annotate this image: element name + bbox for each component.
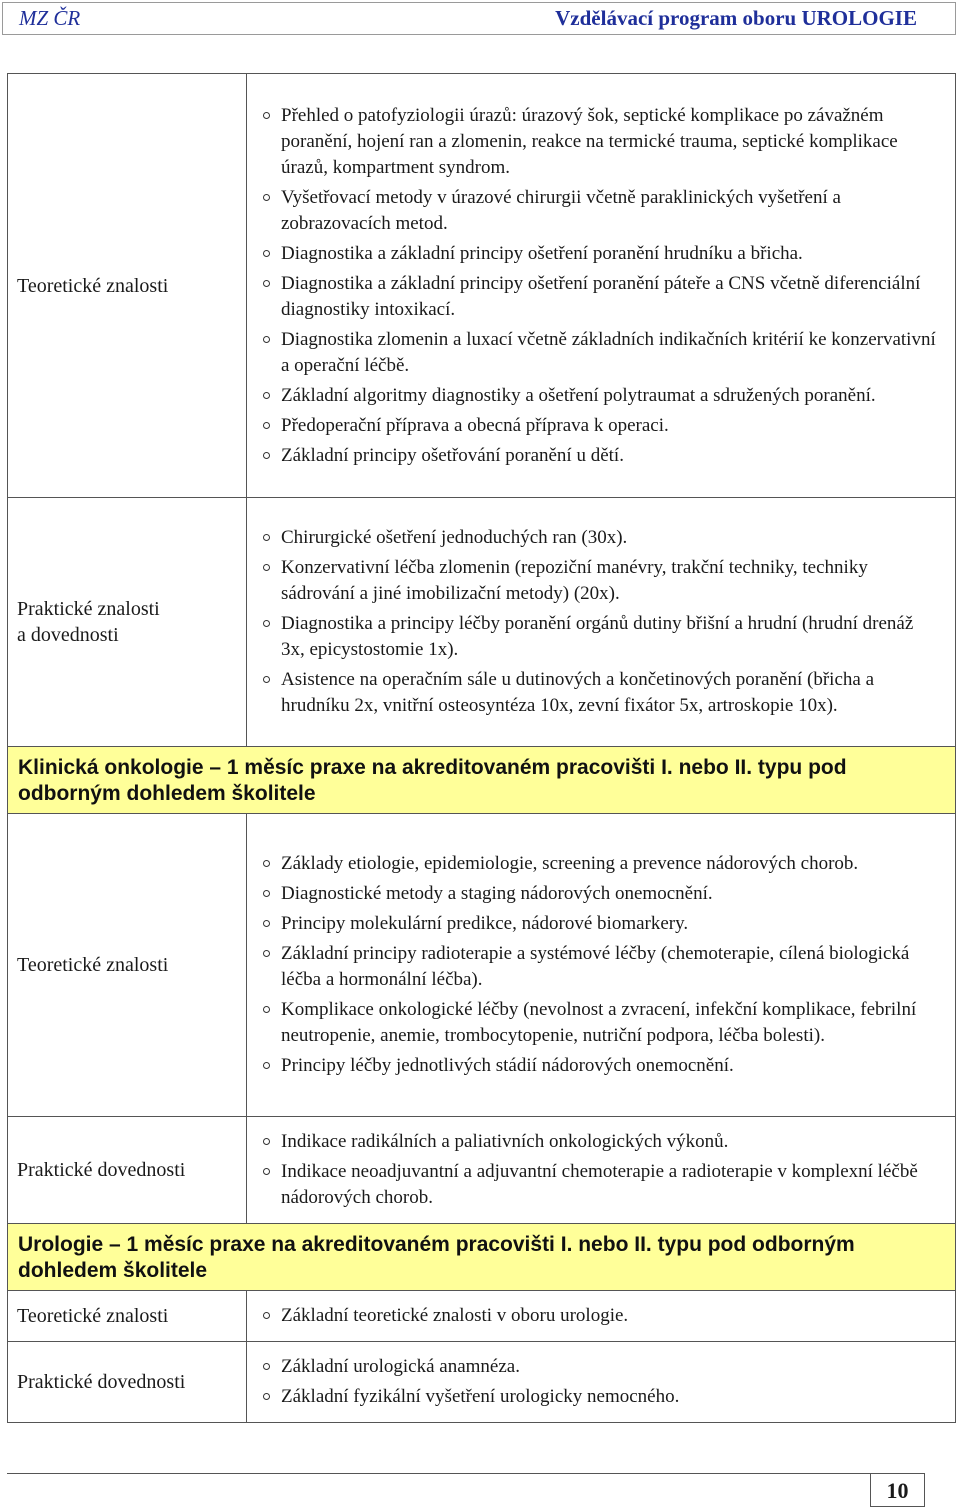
table-row: [8, 1117, 956, 1224]
bullet-list: [257, 525, 941, 719]
section-row: [8, 747, 956, 814]
row-content: [247, 498, 956, 747]
list-item: Diagnostika a základní principy ošetření poranění hrudníku a břicha.: [257, 241, 941, 267]
bullet-list: [257, 1129, 941, 1211]
section-heading: Urologie – 1 měsíc praxe na akreditovaném pracovišti I. nebo II. typu pod odborným dohledem školitele: [8, 1224, 956, 1291]
row-content: [247, 1117, 956, 1224]
list-item: Asistence na operačním sále u dutinových a končetinových poranění (břicha a hrudníku 2x, vnitřní osteosyntéza 10x, zevní fixátor 5x, artroskopie 10x).: [257, 667, 941, 719]
row-label: Praktické dovednosti: [8, 1117, 247, 1224]
list-item: Základní urologická anamnéza.: [257, 1354, 941, 1380]
bullet-list: [257, 1303, 941, 1329]
table-row: [8, 814, 956, 1117]
list-item: Konzervativní léčba zlomenin (repoziční manévry, trakční techniky, techniky sádrování a jiné imobilizační metody) (20x).: [257, 555, 941, 607]
row-content: [247, 814, 956, 1117]
row-content: [247, 1291, 956, 1342]
row-label-line: a dovednosti: [17, 624, 119, 646]
list-item: Indikace radikálních a paliativních onkologických výkonů.: [257, 1129, 941, 1155]
row-content: [247, 1342, 956, 1423]
row-label: [8, 498, 247, 747]
list-item: Základní principy ošetřování poranění u dětí.: [257, 443, 941, 469]
footer-rule: [7, 1473, 925, 1474]
row-label: Teoretické znalosti: [8, 814, 247, 1117]
row-content: [247, 74, 956, 498]
list-item: Základní fyzikální vyšetření urologicky nemocného.: [257, 1384, 941, 1410]
list-item: Vyšetřovací metody v úrazové chirurgii včetně paraklinických vyšetření a zobrazovacích metod.: [257, 185, 941, 237]
list-item: Základy etiologie, epidemiologie, screening a prevence nádorových chorob.: [257, 851, 941, 877]
list-item: Diagnostika a principy léčby poranění orgánů dutiny břišní a hrudní (hrudní drenáž 3x, epicystostomie 1x).: [257, 611, 941, 663]
table-row: [8, 1291, 956, 1342]
list-item: Předoperační příprava a obecná příprava k operaci.: [257, 413, 941, 439]
section-heading: Klinická onkologie – 1 měsíc praxe na akreditovaném pracovišti I. nebo II. typu pod odborným dohledem školitele: [8, 747, 956, 814]
list-item: Diagnostika zlomenin a luxací včetně základních indikačních kritérií ke konzervativní a operační léčbě.: [257, 327, 941, 379]
list-item: Principy léčby jednotlivých stádií nádorových onemocnění.: [257, 1053, 941, 1079]
curriculum-table: [7, 73, 956, 1423]
list-item: Komplikace onkologické léčby (nevolnost a zvracení, infekční komplikace, febrilní neutropenie, anemie, trombocytopenie, nutriční podpora, léčba bolesti).: [257, 997, 941, 1049]
section-row: [8, 1224, 956, 1291]
page-number: 10: [870, 1474, 925, 1507]
list-item: Diagnostika a základní principy ošetření poranění páteře a CNS včetně diferenciální diagnostiky intoxikací.: [257, 271, 941, 323]
page-header: [2, 2, 956, 35]
table-row: [8, 498, 956, 747]
list-item: Chirurgické ošetření jednoduchých ran (30x).: [257, 525, 941, 551]
table-row: [8, 1342, 956, 1423]
bullet-list: [257, 851, 941, 1079]
list-item: Základní teoretické znalosti v oboru urologie.: [257, 1303, 941, 1329]
row-label: Praktické dovednosti: [8, 1342, 247, 1423]
row-label: Teoretické znalosti: [8, 1291, 247, 1342]
list-item: Indikace neoadjuvantní a adjuvantní chemoterapie a radioterapie v komplexní léčbě nádorových chorob.: [257, 1159, 941, 1211]
list-item: Základní principy radioterapie a systémové léčby (chemoterapie, cílená biologická léčba a hormonální léčba).: [257, 941, 941, 993]
list-item: Diagnostické metody a staging nádorových onemocnění.: [257, 881, 941, 907]
list-item: Principy molekulární predikce, nádorové biomarkery.: [257, 911, 941, 937]
table-row: [8, 74, 956, 498]
header-program-title: Vzdělávací program oboru UROLOGIE: [555, 6, 917, 30]
list-item: Přehled o patofyziologii úrazů: úrazový šok, septické komplikace po závažném poranění, hojení ran a zlomenin, reakce na termické trauma, septické komplikace úrazů, kompartment syndrom.: [257, 103, 941, 181]
row-label: Teoretické znalosti: [8, 74, 247, 498]
list-item: Základní algoritmy diagnostiky a ošetření polytraumat a sdružených poranění.: [257, 383, 941, 409]
row-label-line: Praktické znalosti: [17, 598, 160, 620]
bullet-list: [257, 1354, 941, 1410]
bullet-list: [257, 103, 941, 469]
header-ministry: MZ ČR: [19, 6, 81, 30]
